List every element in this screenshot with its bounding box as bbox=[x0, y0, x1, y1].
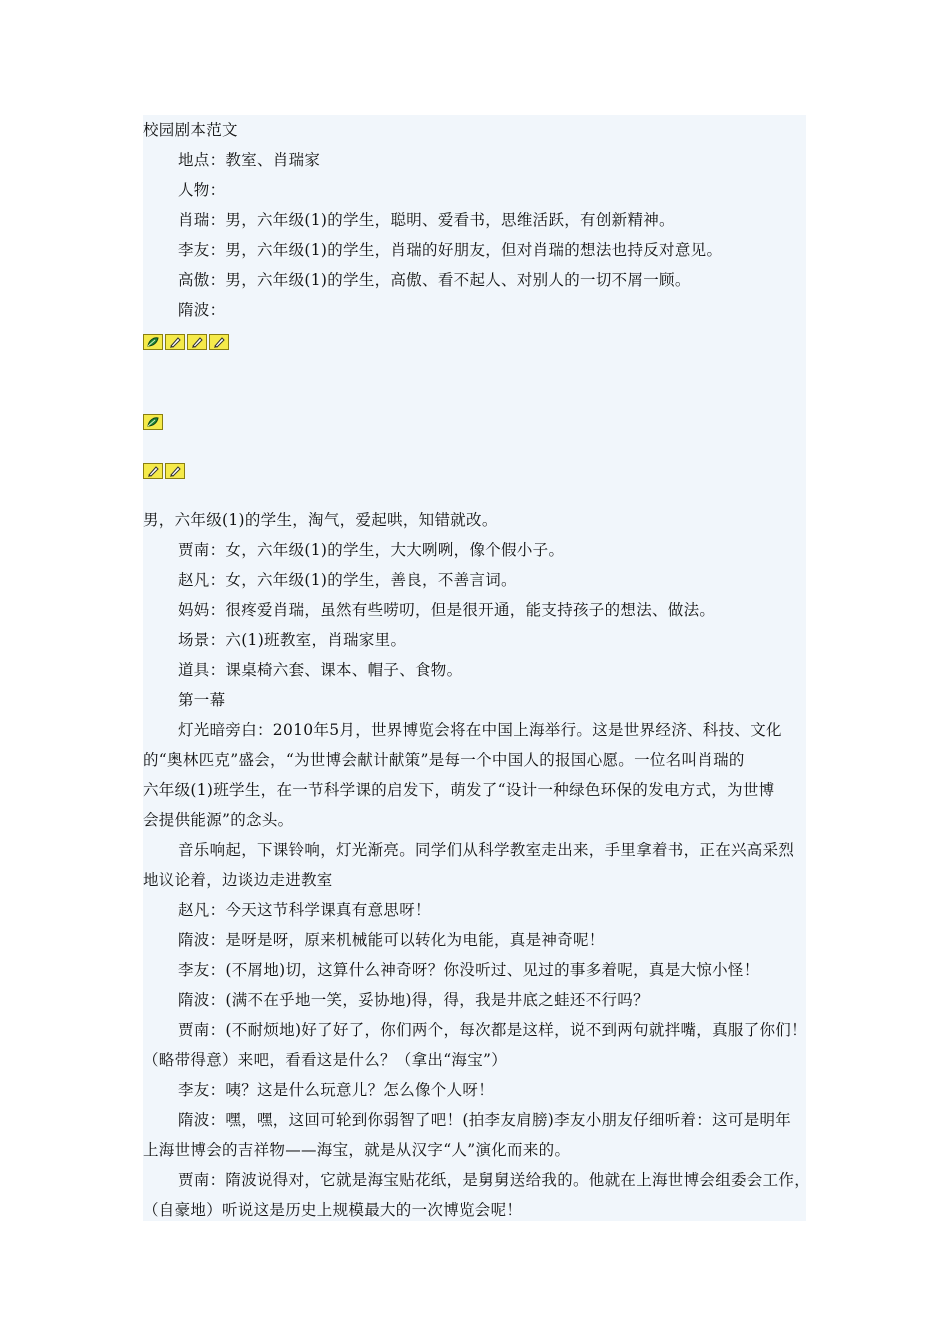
scene-line: 场景：六(1)班教室，肖瑞家里。 bbox=[178, 631, 407, 649]
setting-location: 地点：教室、肖瑞家 bbox=[178, 151, 321, 169]
document-title: 校园剧本范文 bbox=[143, 121, 238, 139]
character-jianan: 贾南：女，六年级(1)的学生，大大咧咧，像个假小子。 bbox=[178, 541, 565, 559]
props-line: 道具：课桌椅六套、课本、帽子、食物。 bbox=[178, 661, 463, 679]
green-leaf-icon bbox=[143, 334, 163, 350]
dialogue-line: 隋波：(满不在乎地一笑，妥协地)得，得，我是井底之蛙还不行吗？ bbox=[178, 991, 649, 1009]
character-zhaofan: 赵凡：女，六年级(1)的学生，善良，不善言词。 bbox=[178, 571, 517, 589]
icon-row-2 bbox=[143, 414, 163, 430]
icon-row-3 bbox=[143, 463, 185, 479]
dialogue-line: （略带得意）来吧，看看这是什么？（拿出“海宝”） bbox=[143, 1051, 508, 1069]
dialogue-line: 贾南：隋波说得对，它就是海宝贴花纸，是舅舅送给我的。他就在上海世博会组委会工作， bbox=[178, 1171, 811, 1189]
pencil-icon bbox=[165, 463, 185, 479]
document-page bbox=[143, 115, 811, 1221]
stage-direction-line: 音乐响起，下课铃响，灯光渐亮。同学们从科学教室走出来，手里拿着书，正在兴高采烈 bbox=[178, 841, 795, 859]
stage-direction-line: 地议论着，边谈边走进教室 bbox=[143, 871, 333, 889]
dialogue-line: 上海世博会的吉祥物——海宝，就是从汉字“人”演化而来的。 bbox=[143, 1141, 571, 1159]
narration-line: 的“奥林匹克”盛会，“为世博会献计献策”是每一个中国人的报国心愿。一位名叫肖瑞的 bbox=[143, 751, 745, 769]
character-xiaorui: 肖瑞：男，六年级(1)的学生，聪明、爱看书，思维活跃，有创新精神。 bbox=[178, 211, 675, 229]
pencil-icon bbox=[187, 334, 207, 350]
pencil-icon bbox=[143, 463, 163, 479]
dialogue-line: 赵凡：今天这节科学课真有意思呀！ bbox=[178, 901, 431, 919]
narration-line: 灯光暗旁白：2010年5月，世界博览会将在中国上海举行。这是世界经济、科技、文化 bbox=[178, 721, 782, 739]
act-one-heading: 第一幕 bbox=[178, 691, 226, 709]
character-suibo: 隋波： bbox=[178, 301, 226, 319]
character-mother: 妈妈：很疼爱肖瑞，虽然有些唠叨，但是很开通，能支持孩子的想法、做法。 bbox=[178, 601, 716, 619]
dialogue-line: 贾南：(不耐烦地)好了好了，你们两个，每次都是这样，说不到两句就拌嘴，真服了你们！ bbox=[178, 1021, 807, 1039]
icon-row-1 bbox=[143, 334, 229, 350]
narration-line: 会提供能源”的念头。 bbox=[143, 811, 294, 829]
narration-line: 六年级(1)班学生，在一节科学课的启发下，萌发了“设计一种绿色环保的发电方式，为世博 bbox=[143, 781, 775, 799]
pencil-icon bbox=[209, 334, 229, 350]
character-gaoao: 高傲：男，六年级(1)的学生，高傲、看不起人、对别人的一切不屑一顾。 bbox=[178, 271, 691, 289]
green-leaf-icon bbox=[143, 414, 163, 430]
dialogue-line: 隋波：嘿，嘿，这回可轮到你弱智了吧！(拍李友肩膀)李友小朋友仔细听着：这可是明年 bbox=[178, 1111, 792, 1129]
dialogue-line: 李友：(不屑地)切，这算什么神奇呀？你没听过、见过的事多着呢，真是大惊小怪！ bbox=[178, 961, 760, 979]
dialogue-line: （自豪地）听说这是历史上规模最大的一次博览会呢！ bbox=[143, 1201, 523, 1219]
character-liyou: 李友：男，六年级(1)的学生，肖瑞的好朋友，但对肖瑞的想法也持反对意见。 bbox=[178, 241, 723, 259]
dialogue-line: 李友：咦？这是什么玩意儿？怎么像个人呀！ bbox=[178, 1081, 495, 1099]
character-suibo-desc: 男，六年级(1)的学生，淘气，爱起哄，知错就改。 bbox=[143, 511, 498, 529]
characters-heading: 人物： bbox=[178, 181, 226, 199]
pencil-icon bbox=[165, 334, 185, 350]
dialogue-line: 隋波：是呀是呀，原来机械能可以转化为电能，真是神奇呢！ bbox=[178, 931, 605, 949]
